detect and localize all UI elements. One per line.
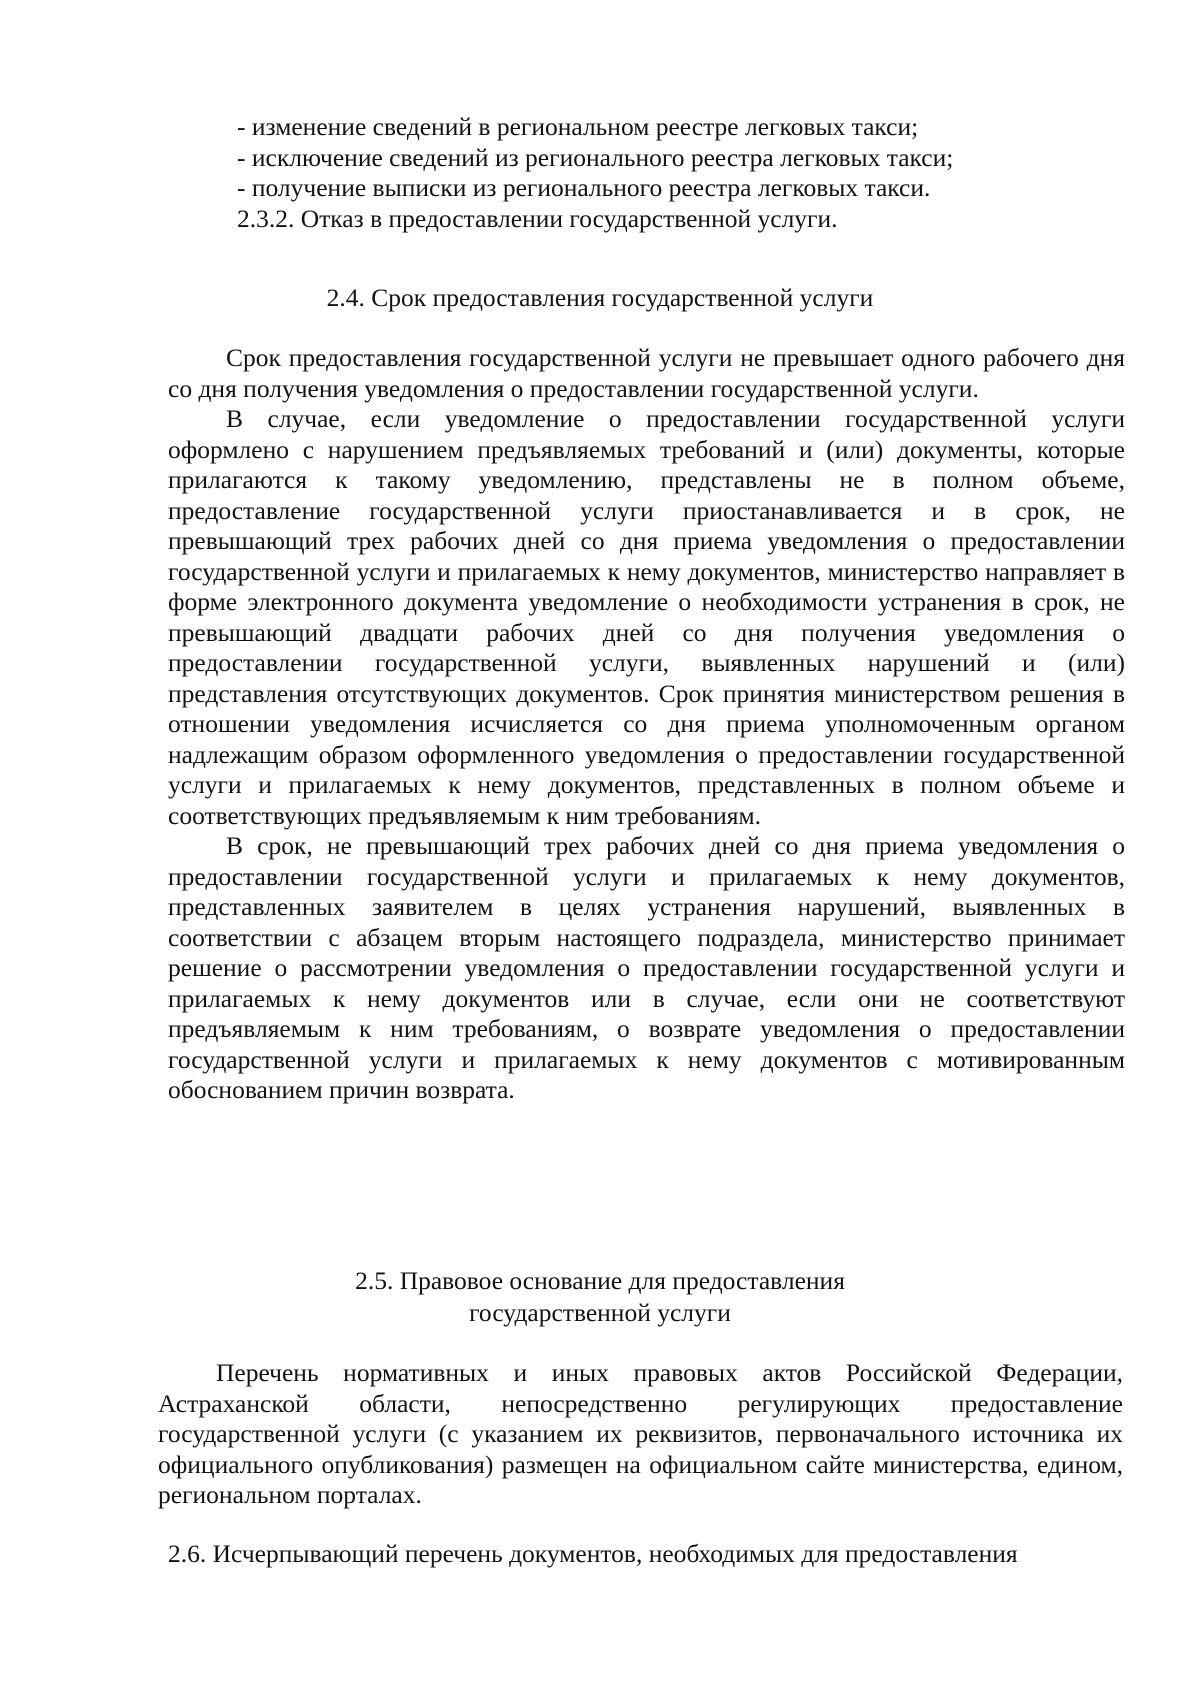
section-body-2-4 [168,343,1125,1106]
paragraph: В срок, не превышающий трех рабочих дней со дня приема уведомления о предоставлении государственной услуги и прилагаемых к нему документов, представленных заявителем в целях устранения нарушений, выявленных в соответствии с абзацем вторым настоящего подраздела, министерство принимает решение о рассмотрении уведомления о предоставлении государственной услуги и прилагаемых к нему документов или в случае, если они не соответствуют предъявляемым к ним требованиям, о возврате уведомления о предоставлении государственной услуги и прилагаемых к нему документов с мотивированным обоснованием причин возврата. [168,831,1125,1104]
result-list [237,112,1117,234]
paragraph: Срок предоставления государственной услуги не превышает одного рабочего дня со дня получения уведомления о предоставлении государственной услуги. [168,343,1125,403]
heading-text: государственной услуги [469,1298,731,1327]
subsection-2-3-2: 2.3.2. Отказ в предоставлении государственной услуги. [237,203,838,233]
heading-text: 2.6. Исчерпывающий перечень документов, необходимых для предоставления [168,1539,1018,1568]
list-item: - исключение сведений из регионального реестра легковых такси; [237,142,954,172]
section-heading-2-4 [0,282,1200,314]
list-item: - изменение сведений в региональном реестре легковых такси; [237,112,919,141]
paragraph: В случае, если уведомление о предоставлении государственной услуги оформлено с нарушением предъявляемых требований и (или) документы, которые прилагаются к такому уведомлению, представлены не в полном объеме, предоставление государственной услуги приостанавливается и в срок, не превышающий трех рабочих дней со дня приема уведомления о предоставлении государственной услуги и прилагаемых к нему документов, министерство направляет в форме электронного документа уведомление о необходимости устранения в срок, не превышающий двадцати рабочих дней со дня получения уведомления о предоставлении государственной услуги, выявленных нарушений и (или) представления отсутствующих документов. Срок принятия министерством решения в отношении уведомления исчисляется со дня приема уполномоченным органом надлежащим образом оформленного уведомления о предоставлении государственной услуги и прилагаемых к нему документов, представленных в полном объеме и соответствующих предъявляемым к ним требованиям. [168,404,1125,830]
heading-text: 2.5. Правовое основание для предоставления [355,1266,845,1295]
section-body-2-5 [158,1358,1123,1511]
section-heading-2-5 [0,1265,1200,1329]
heading-text: 2.4. Срок предоставления государственной услуги [326,283,874,312]
list-item: - получение выписки из регионального реестра легковых такси. [237,173,931,202]
paragraph: Перечень нормативных и иных правовых актов Российской Федерации, Астраханской области, непосредственно регулирующих предоставление государственной услуги (с указанием их реквизитов, первоначального источника их официального опубликования) размещен на официальном сайте министерства, едином, региональном порталах. [158,1358,1123,1509]
section-heading-2-6 [168,1539,1128,1570]
